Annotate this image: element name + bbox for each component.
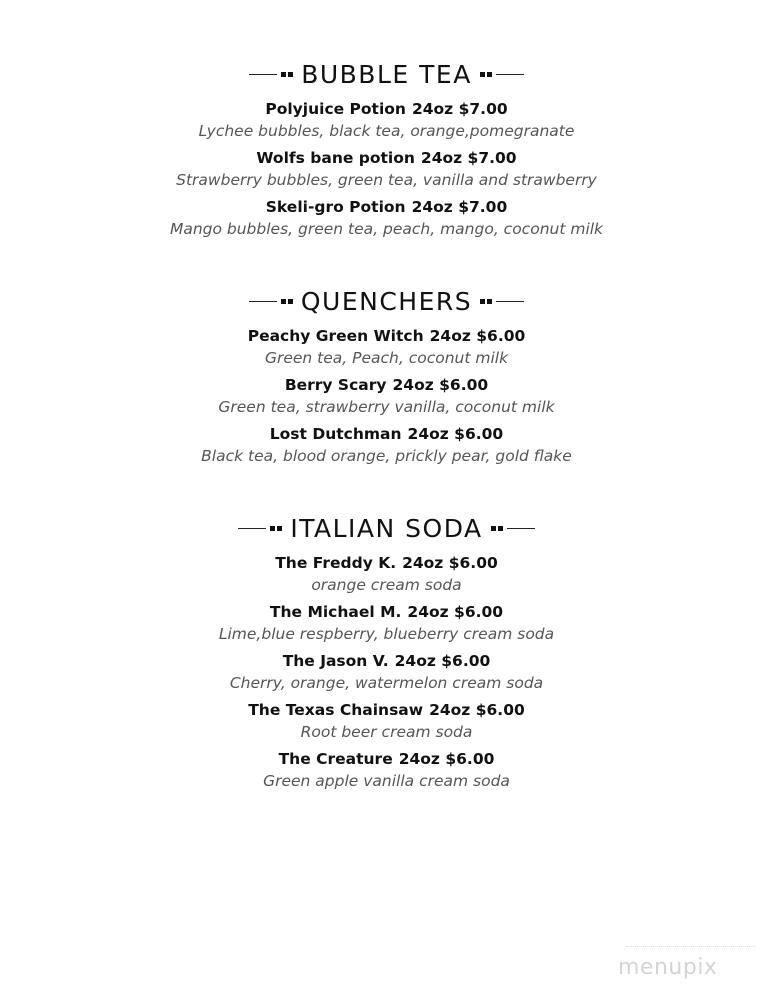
watermark-logo: menupix (618, 955, 718, 980)
item-name: Polyjuice Potion (265, 100, 406, 118)
item-size-price: 24oz $6.00 (407, 603, 504, 621)
item-name: The Michael M. (269, 603, 402, 621)
section-title: QUENCHERS (300, 286, 473, 316)
square-ornament-icon (280, 299, 294, 304)
item-size-price: 24oz $6.00 (407, 425, 504, 443)
menu-item (0, 651, 773, 694)
section-bubble-tea (0, 55, 773, 240)
menu-item (0, 602, 773, 645)
item-name: Peachy Green Witch (247, 327, 424, 345)
square-ornament-icon (280, 72, 294, 77)
heading-rule-right (496, 301, 524, 302)
item-size-price: 24oz $6.00 (402, 554, 498, 572)
item-name: The Texas Chainsaw (248, 701, 424, 719)
menu-item (0, 197, 773, 240)
menu-item (0, 326, 773, 369)
heading-rule-left (238, 528, 266, 529)
item-name: The Jason V. (282, 652, 389, 670)
menu-item (0, 99, 773, 142)
item-name: Skeli-gro Potion (265, 198, 406, 216)
item-description: Green apple vanilla cream soda (263, 772, 510, 790)
square-ornament-icon (479, 299, 493, 304)
item-description: Cherry, orange, watermelon cream soda (229, 674, 544, 692)
item-description: Black tea, blood orange, prickly pear, gold flake (201, 447, 572, 465)
item-description: Lime,blue respberry, blueberry cream soda (218, 625, 555, 643)
item-size-price: 24oz $6.00 (429, 701, 525, 719)
heading-rule-right (496, 74, 524, 75)
item-description: Root beer cream soda (300, 723, 473, 741)
item-size-price: 24oz $6.00 (392, 376, 489, 394)
item-name: Berry Scary (284, 376, 387, 394)
section-title: ITALIAN SODA (290, 513, 483, 543)
item-size-price: 24oz $7.00 (411, 100, 508, 118)
item-size-price: 24oz $7.00 (411, 198, 508, 216)
heading-rule-right (507, 528, 535, 529)
heading-rule-left (249, 301, 277, 302)
menu-item (0, 553, 773, 596)
item-description: orange cream soda (311, 576, 462, 594)
item-description: Lychee bubbles, black tea, orange,pomegranate (198, 122, 575, 140)
menu-item (0, 700, 773, 743)
item-description: Green tea, Peach, coconut milk (264, 349, 509, 367)
menu-item (0, 749, 773, 792)
menu-item (0, 375, 773, 418)
square-ornament-icon (269, 526, 283, 531)
item-size-price: 24oz $6.00 (429, 327, 526, 345)
item-description: Mango bubbles, green tea, peach, mango, coconut milk (169, 220, 604, 238)
section-heading (0, 509, 773, 547)
item-size-price: 24oz $6.00 (394, 652, 491, 670)
square-ornament-icon (490, 526, 504, 531)
section-heading (0, 55, 773, 93)
item-description: Strawberry bubbles, green tea, vanilla and strawberry (176, 171, 597, 189)
menu-item (0, 148, 773, 191)
heading-rule-left (249, 74, 277, 75)
item-description: Green tea, strawberry vanilla, coconut milk (218, 398, 555, 416)
section-title: BUBBLE TEA (301, 59, 472, 89)
watermark-divider (626, 946, 756, 947)
item-name: Wolfs bane potion (256, 149, 415, 167)
item-name: The Creature (278, 750, 393, 768)
menu-item (0, 424, 773, 467)
item-size-price: 24oz $7.00 (420, 149, 517, 167)
section-heading (0, 282, 773, 320)
section-italian-soda (0, 509, 773, 792)
item-name: The Freddy K. (275, 554, 397, 572)
section-quenchers (0, 282, 773, 467)
square-ornament-icon (479, 72, 493, 77)
item-name: Lost Dutchman (269, 425, 402, 443)
item-size-price: 24oz $6.00 (398, 750, 495, 768)
